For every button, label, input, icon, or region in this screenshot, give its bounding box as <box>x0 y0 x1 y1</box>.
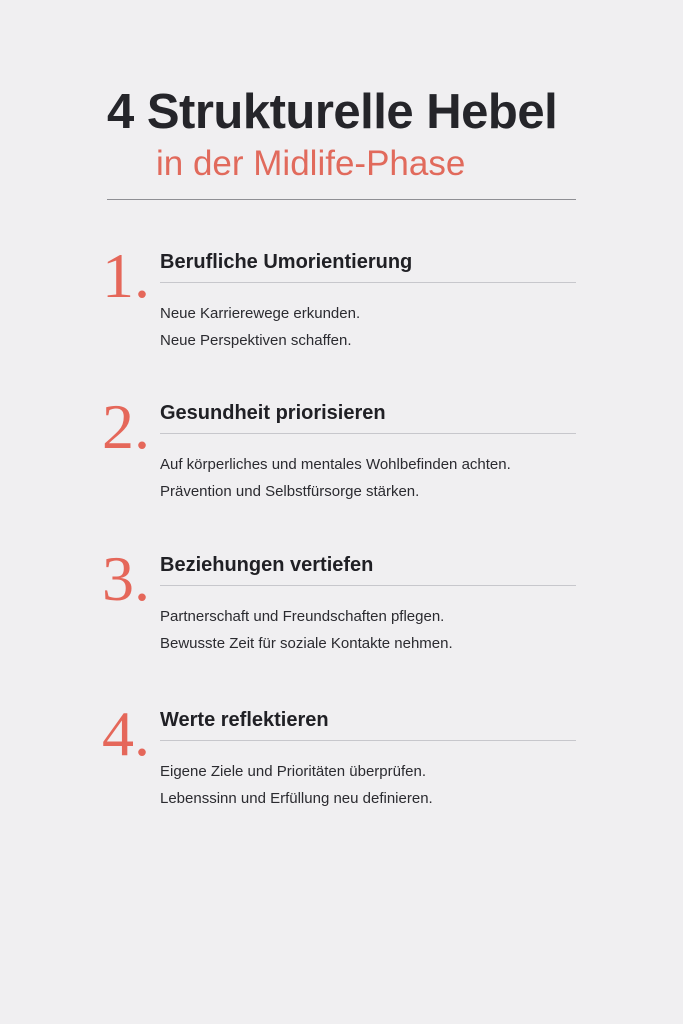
lever-heading-2: Gesundheit priorisieren <box>160 402 386 424</box>
lever-divider-1 <box>160 282 576 283</box>
lever-item-1 <box>100 240 576 364</box>
lever-description-line: Bewusste Zeit für soziale Kontakte nehmen. <box>160 635 453 652</box>
lever-description-2 <box>160 451 511 505</box>
lever-description-line: Auf körperliches und mentales Wohlbefinden achten. <box>160 456 511 473</box>
lever-description-line: Partnerschaft und Freundschaften pflegen. <box>160 608 445 625</box>
lever-heading-3: Beziehungen vertiefen <box>160 554 374 576</box>
lever-item-2 <box>100 391 576 515</box>
lever-description-3 <box>160 603 453 657</box>
lever-item-4 <box>100 698 576 822</box>
lever-divider-3 <box>160 585 576 586</box>
lever-heading-4: Werte reflektieren <box>160 709 329 731</box>
lever-description-1 <box>160 300 360 354</box>
lever-number-2: 2. <box>102 391 150 462</box>
lever-description-line: Neue Perspektiven schaffen. <box>160 332 352 349</box>
lever-divider-4 <box>160 740 576 741</box>
page-title: 4 Strukturelle Hebel <box>107 85 558 139</box>
lever-description-line: Prävention und Selbstfürsorge stärken. <box>160 483 420 500</box>
lever-number-1: 1. <box>102 240 150 311</box>
page-subtitle: in der Midlife-Phase <box>156 144 466 183</box>
lever-description-4 <box>160 758 433 812</box>
lever-number-3: 3. <box>102 543 150 614</box>
lever-item-3 <box>100 543 576 667</box>
lever-heading-1: Berufliche Umorientierung <box>160 251 413 273</box>
title-divider <box>107 199 576 200</box>
lever-divider-2 <box>160 433 576 434</box>
lever-number-4: 4. <box>102 698 150 769</box>
lever-description-line: Eigene Ziele und Prioritäten überprüfen. <box>160 763 427 780</box>
lever-description-line: Neue Karrierewege erkunden. <box>160 305 361 322</box>
lever-description-line: Lebenssinn und Erfüllung neu definieren. <box>160 790 433 807</box>
